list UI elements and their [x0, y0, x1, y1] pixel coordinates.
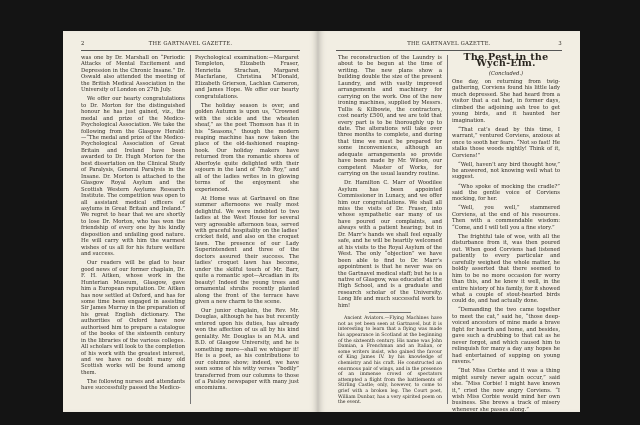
- right-page-header: [336, 41, 562, 51]
- left-column-2: [195, 55, 299, 404]
- paragraph: “That cat’s dead by this time, I warrant,” ventured Corviens, anxious at once to sooth her fears. “Not so fast! He stalks those woods nightly! Think of it, Corviens!”: [452, 126, 560, 159]
- left-page-number: 2: [81, 41, 85, 47]
- left-page-header-title: THE GARTNAVEL GAZETTE.: [148, 41, 233, 47]
- paragraph: One day, on returning from twig-gathering, Corviens found his little lady much depressed. She had heard from a visitor that a cat had, in former days, climbed the adjoining ash tree to get young birds, and it haunted her imagination.: [452, 78, 560, 124]
- right-column-1: [338, 55, 442, 404]
- left-page: [63, 31, 318, 412]
- paragraph: Dr. Hamilton C. Marr of Woodilee Asylum has been appointed Commissioner in Lunacy, and we offer him our congratulations. We shall all miss the visits of Dr. Fraser, into whose sympathetic ear many of us have poured our complaints, and always with a patient hearing; but in Dr. Marr’s hands we shall feel equally safe, and he will be heartily welcomed at his visits to the Royal Asylum of the West. The only “objection” we have been able to find to Dr. Marr’s appointment is that he never was on the Gartnavel medical staff; but he is a native of Glasgow, was educated at the High School, and is a graduate and research scholar of the University. Long life and much successful work to him!: [338, 180, 442, 309]
- paragraph: The following nurses and attendants have successfully passed the Medico-: [81, 378, 185, 392]
- left-page-header: [81, 41, 300, 51]
- ancient-aviators-section: [338, 316, 442, 406]
- paragraph: “Well, haven’t any bird thought how,” he answered, not knowing well what to suggest.: [452, 161, 560, 181]
- paragraph: “Demanding the two came together to meet the cat,” said he, “those deep-voiced ancestors of mine made a brave fight for hearth and home, and besides, gave such a drubbing to that cat as he never forgot, and which caused him to relinquish for many a day any hopes he had entertained of supping on young ravens.”: [452, 307, 560, 366]
- paragraph: The reconstruction of the Laundry is about to be begun at the time of writing. The new plans show a building double the size of the present Laundry, and with vastly improved arrangements and machinery for carrying on the work. One of the new ironing machines, supplied by Messrs. Tullis & Kilbowie, the contractors, cost nearly £500, and we are told that every part is to be thoroughly up to date. The alterations will take over three months to complete, and during that time we must be prepared for some inconvenience, although an adequate arrangements so provide have been made by Mr. Wilson, our competent Master of Works, for carrying on the usual laundry routine.: [338, 55, 442, 178]
- paragraph: The frightful tale of woe, with all the disturbance from it, was then poured out. When good Corviens had listened patiently to every particular and carefully weighed the whole matter, he boldly asserted that there seemed to him to be no more occasion for worry than this, and he knew it well, in the entire history of his family, for it showed what a couple of stout-hearted birds could do, and had actually done.: [452, 233, 560, 305]
- column-divider: [447, 55, 448, 404]
- paragraph: Our readers will be glad to hear good news of our former chaplain, Dr. F. H. Aitken, whose work in the Hunterian Museum, Glasgow, gave him a European reputation. Dr. Aitken has now settled at Oxford, and has for some time been engaged in assisting Sir James Murray in the preparation of his great English dictionary. The authorities of Oxford have now authorised him to prepare a catalogue of the books of the sixteenth century in the libraries of the various colleges. All scholars will look to the completion of his work with the greatest interest, and we have no doubt many old Scottish works will be found among them.: [81, 260, 185, 376]
- story-title: The Pest in the Wych-Elm.: [463, 52, 549, 70]
- section-rule: [369, 312, 411, 313]
- right-column-2: [452, 52, 560, 413]
- paragraph: “But Miss Corbie and it was a thing might surely never again occur,” said she. “Miss Corbie! I might have known it,” cried the now angry Corviens. “I wish Miss Corbie would mind her own business. She brews a track of misery whenever she passes along.”: [452, 368, 560, 413]
- left-column-1: [81, 55, 185, 404]
- paragraph: “Well, you well,” stammered Corviens, at the end of his resources. Then with a commendable wisdom: “Come, and I will tell you a fine story.”: [452, 205, 560, 231]
- paragraph: Our junior chaplain, the Rev. Mr. Douglas, although he has but recently entered upon his duties, has already won the affection of us all by his kind geniality. Mr. Douglas is an M.A. and B.D. of Glasgow University, and he is something more—shall we whisper it! He is a poet, as his contributions to our columns show; indeed, we have seen some of his witty verses “bodily” transferred from our columns to those of a Paisley newspaper with many just encomiums.: [195, 308, 299, 392]
- paragraph: Psychological examination:—Margaret Templeton, Elizabeth Fraser, Henrietta Strachan, Margaret Macfarlane, Christina M‘Donald, Elizabeth Grierson, Lachlan Cameron, and James Hope. We offer our hearty congratulations.: [195, 55, 299, 100]
- story-subtitle: (Concluded.): [488, 70, 524, 77]
- paragraph: “Who spoke of mocking the cradle?” said the gentle voice of Corviens mocking, for her.: [452, 183, 560, 203]
- right-page-number: 3: [558, 41, 562, 47]
- paragraph: At Home was at Gartnavel on fine summer afternoons we really most delightful. We were indebted to two ladies at the West House for several very agreeable afternoon teas, served with graceful hospitality on the ladies’ cricket field, and also on the croquet lawn. The presence of our Lady Superintendent and three of the doctors assured their success. The ladies’ croquet lawn has become, under the skilful touch of Mr. Barr, quite a romantic spot—Arcadian in its beauty! Indeed the young trees and ornamental shrubs recently planted along the front of the terrace have given a new charm to the scene.: [195, 195, 299, 305]
- right-page-header-title: THE GARTNAVEL GAZETTE.: [407, 41, 491, 47]
- paragraph: was one by Dr. Marshall on “Periodic Attacks of Mental Excitement and Depression in the Chronic Insane.” Dr. Oswald also attended the meeting of the British Medical Association in the University of London on 27th July.: [81, 55, 185, 94]
- column-divider: [190, 55, 191, 404]
- paragraph: We offer our hearty congratulations to Dr. Morton for the distinguished honour he has just gained, viz., the medal and prize of the Medico-Psychological Association. We take the following from the Glasgow Herald:—“The medal and prize of the Medico-Psychological Association of Great Britain and Ireland have been awarded to Dr. Hugh Morton for the best dissertation on the Clinical Study of Paralysis, General Paralysis in the Insane. Dr. Morton is attached to the Glasgow Royal Asylum and the Scottish Western Asylums Research Institute. The competition was open to all assistant medical officers of asylums in Great Britain and Ireland.” We regret to hear that we are shortly to lose Dr. Morton, who has won the friendship of every one by his kindly disposition and unfailing good nature. He will carry with him the warmest wishes of us all for his future welfare and success.: [81, 96, 185, 258]
- paragraph: The holiday season is over, and golden Autumn is upon us, “Crowned with the sickle and the wheaten sheaf,” as the poet Thomson has it in his “Seasons,” though the modern reaping machine has now taken the place of the old-fashioned reaping-hook. Our holiday makers have returned from the romantic shores of Aberfoyle quite delighted with their sojourn in the land of “Rob Roy,” and all of the ladies writes in in glowing terms of the enjoyment she experienced.: [195, 102, 299, 193]
- right-page: [318, 31, 580, 412]
- paragraph: Ancient Aviators.—Flying Machines have not as yet been seen at Gartnavel, but it is interesting to learn that a flying was made his appearance in Scotland at the beginning of the sixteenth century. His name was John Damian, a Frenchman and an Italian, or some writers insist, who gained the favour of King James IV. by his knowledge of chemistry and his craft. He constructed an enormous pair of wings, and in the presence of an immense crowd of spectators attempted a flight from the battlements of Stirling Castle; only, however, to come to grief with a broken leg. The Court poet, William Dunbar, has a very spirited poem on the event.: [338, 316, 442, 406]
